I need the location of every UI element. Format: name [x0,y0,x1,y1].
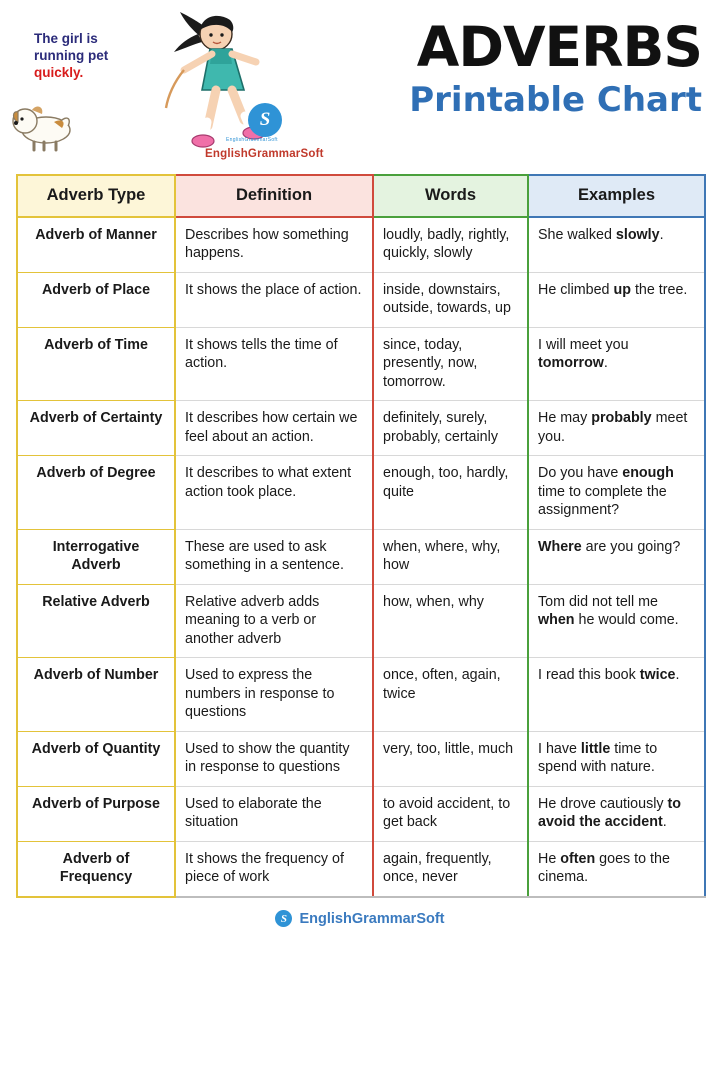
cell-words: loudly, badly, rightly, quickly, slowly [373,217,528,273]
cell-words: when, where, why, how [373,529,528,584]
example-text-pre: I have [538,740,581,757]
cell-adverb-type: Interrogative Adverb [17,529,175,584]
example-text-bold: probably [591,410,652,426]
cell-adverb-type: Adverb of Number [17,658,175,732]
cell-adverb-type: Adverb of Degree [17,456,175,530]
example-text-post: time to spend with nature. [538,740,658,775]
cell-example [528,731,705,786]
example-text-post: . [659,226,664,243]
example-text-post: . [675,667,680,683]
cell-words: very, too, little, much [373,731,528,786]
example-text-pre: He drove cautiously [538,795,668,812]
cell-example [528,272,705,327]
example-text-pre: He climbed [538,281,614,298]
example-text-post: goes to the cinema. [538,850,670,885]
caption-line-2: running pet [34,48,109,63]
table-header-row [17,175,705,217]
cell-words: inside, downstairs, outside, towards, up [373,272,528,327]
cell-adverb-type: Adverb of Place [17,272,175,327]
cell-definition: It shows the place of action. [175,272,373,327]
example-text-pre: He may [538,410,592,426]
cell-example [528,584,705,658]
cell-adverb-type: Adverb of Purpose [17,786,175,841]
example-text-post: meet you. [538,410,688,445]
cell-adverb-type: Adverb of Quantity [17,731,175,786]
example-text-bold: to avoid the accident [538,795,682,830]
example-text-pre: Tom did not tell me [538,593,658,610]
page-title: ADVERBS [416,15,702,79]
cell-words: how, when, why [373,584,528,658]
table-row [17,731,705,786]
brand-logo-subtext: EnglishGrammarSoft [226,137,278,143]
cell-words: once, often, again, twice [373,658,528,732]
adverbs-table-wrapper [16,174,704,898]
cell-words: since, today, presently, now, tomorrow. [373,327,528,401]
cell-words: enough, too, hardly, quite [373,456,528,530]
example-text-post: the tree. [630,281,688,298]
caption-highlight: quickly. [34,65,84,80]
cell-adverb-type: Adverb of Manner [17,217,175,273]
example-text-post: time to complete the assignment? [538,483,667,518]
table-row [17,529,705,584]
example-text-bold: when [538,612,575,628]
example-text-bold: little [580,740,611,757]
cell-definition: Used to show the quantity in response to questions [175,731,373,786]
cell-example [528,658,705,732]
example-text-pre: He [538,850,561,867]
footer-logo-icon: S [275,910,292,927]
example-text-pre: I read this book [538,667,640,683]
table-row [17,584,705,658]
cell-definition: Used to elaborate the situation [175,786,373,841]
cell-example [528,401,705,456]
table-row [17,841,705,897]
cell-words: to avoid accident, to get back [373,786,528,841]
header-illustration-area [0,0,330,168]
brand-name: EnglishGrammarSoft [205,148,324,160]
example-text-post: . [662,814,667,830]
table-row [17,401,705,456]
cell-definition: Describes how something happens. [175,217,373,273]
footer-brand-name: EnglishGrammarSoft [299,910,445,927]
cell-definition: These are used to ask something in a sentence. [175,529,373,584]
table-row [17,786,705,841]
column-header-adverb-type: Adverb Type [17,175,175,217]
cell-adverb-type: Relative Adverb [17,584,175,658]
cell-example [528,327,705,401]
page-subtitle: Printable Chart [409,80,702,120]
page-footer [0,906,720,932]
example-text-bold: enough [622,465,674,481]
table-row [17,658,705,732]
example-text-bold: Where [538,538,582,555]
column-header-definition: Definition [175,175,373,217]
cell-adverb-type: Adverb of Certainty [17,401,175,456]
brand-logo-icon: S [248,103,282,137]
example-text-bold: tomorrow [538,355,604,371]
column-header-examples: Examples [528,175,705,217]
cell-example [528,456,705,530]
example-text-bold: often [560,850,596,867]
example-text-pre: I will meet you [538,336,629,353]
cell-example [528,217,705,273]
table-row [17,327,705,401]
cell-definition: It describes how certain we feel about an action. [175,401,373,456]
cell-example [528,529,705,584]
adverbs-table [16,174,706,898]
cell-definition: It describes to what extent action took place. [175,456,373,530]
table-row [17,272,705,327]
example-text-pre: She walked [538,226,616,243]
cell-definition: It shows tells the time of action. [175,327,373,401]
table-row [17,456,705,530]
cell-example [528,841,705,897]
cell-adverb-type: Adverb of Frequency [17,841,175,897]
cell-definition: It shows the frequency of piece of work [175,841,373,897]
cell-words: definitely, surely, probably, certainly [373,401,528,456]
example-text-post: . [603,355,608,371]
example-text-pre: Do you have [538,465,623,481]
example-text-bold: slowly [615,226,660,243]
table-body [17,217,705,897]
example-text-bold: twice [639,667,676,683]
example-text-post: he would come. [574,612,679,628]
example-text-bold: up [613,281,631,298]
dog-illustration [10,96,88,154]
cell-words: again, frequently, once, never [373,841,528,897]
header-title-area [330,0,720,120]
cell-definition: Used to express the numbers in response to questions [175,658,373,732]
column-header-words: Words [373,175,528,217]
example-text-post: are you going? [581,538,681,555]
page-header [0,0,720,168]
illustration-caption [34,30,139,81]
table-row [17,217,705,273]
caption-line-1: The girl is [34,31,98,46]
cell-adverb-type: Adverb of Time [17,327,175,401]
cell-definition: Relative adverb adds meaning to a verb or another adverb [175,584,373,658]
cell-example [528,786,705,841]
